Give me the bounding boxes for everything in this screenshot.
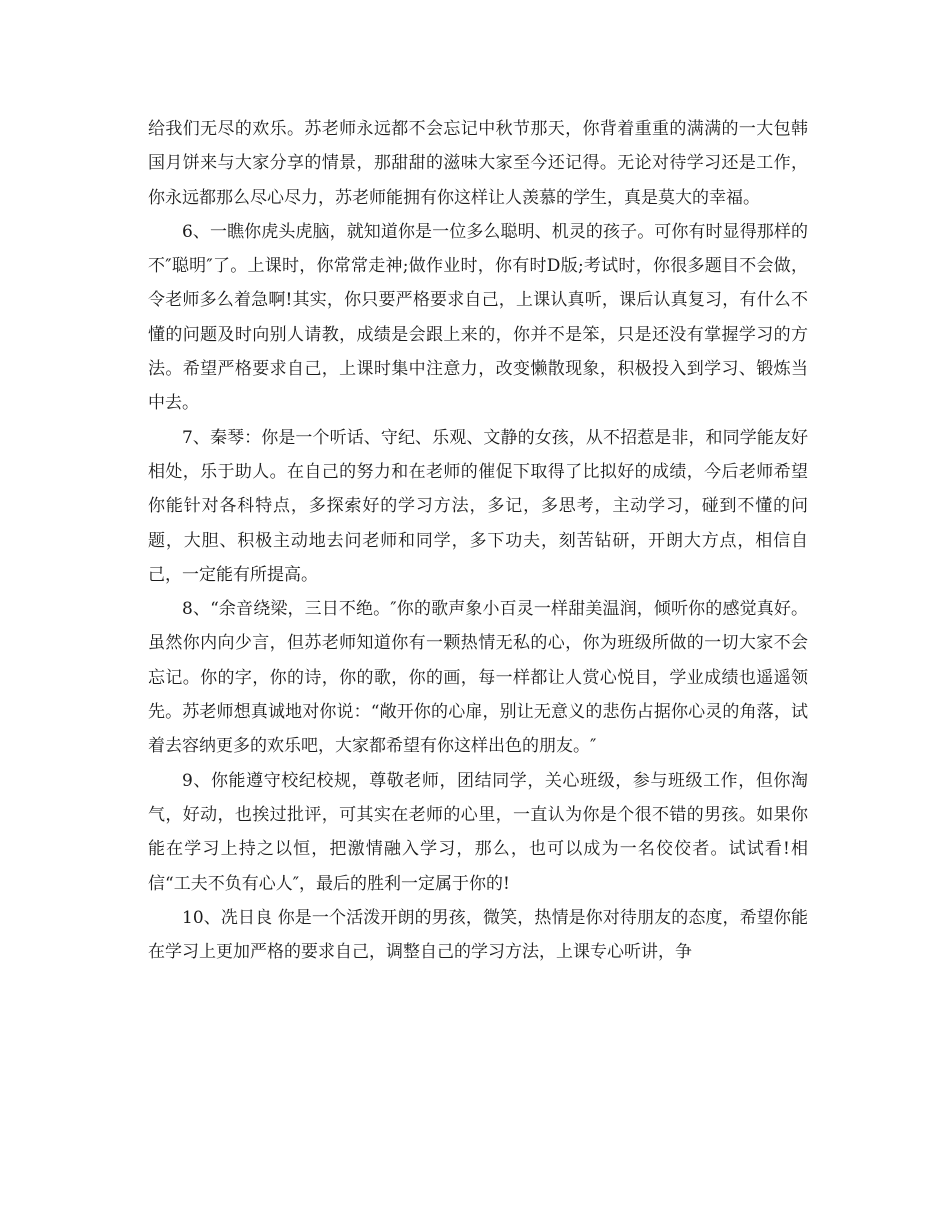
- paragraph-comment-7: 7、秦琴：你是一个听话、守纪、乐观、文静的女孩，从不招惹是非，和同学能友好相处，乐于助人。在自己的努力和在老师的催促下取得了比拟好的成绩，今后老师希望你能针对各科特点，多探索好的学习方法，多记，多思考，主动学习，碰到不懂的问题，大胆、积极主动地去问老师和同学，多下功夫，刻苦钻研，开朗大方点，相信自己，一定能有所提高。: [148, 427, 808, 585]
- paragraph-comment-8: 8、“余音绕梁，三日不绝。″你的歌声象小百灵一样甜美温润，倾听你的感觉真好。虽然你内向少言，但苏老师知道你有一颗热情无私的心，你为班级所做的一切大家不会忘记。你的字，你的诗，你的歌，你的画，每一样都让人赏心悦目，学业成绩也遥遥领先。苏老师想真诚地对你说：“敞开你的心扉，别让无意义的悲伤占据你心灵的角落，试着去容纳更多的欢乐吧，大家都希望有你这样出色的朋友。″: [148, 599, 808, 757]
- paragraph-comment-9: 9、你能遵守校纪校规，尊敬老师，团结同学，关心班级，参与班级工作，但你淘气，好动，也挨过批评，可其实在老师的心里，一直认为你是个很不错的男孩。如果你能在学习上持之以恒，把激情融入学习，那么，也可以成为一名佼佼者。试试看!相信“工夫不负有心人″，最后的胜利一定属于你的!: [148, 770, 808, 894]
- paragraph-comment-6: 6、一瞧你虎头虎脑，就知道你是一位多么聪明、机灵的孩子。可你有时显得那样的不″聪明″了。上课时，你常常走神;做作业时，你有时D版;考试时，你很多题目不会做，令老师多么着急啊!其实，你只要严格要求自己，上课认真听，课后认真复习，有什么不懂的问题及时向别人请教，成绩是会跟上来的，你并不是笨，只是还没有掌握学习的方法。希望严格要求自己，上课时集中注意力，改变懒散现象，积极投入到学习、锻炼当中去。: [148, 221, 808, 414]
- document-page: [148, 112, 808, 969]
- paragraph-continued: 给我们无尽的欢乐。苏老师永远都不会忘记中秋节那天，你背着重重的满满的一大包韩国月饼来与大家分享的情景，那甜甜的滋味大家至今还记得。无论对待学习还是工作，你永远都那么尽心尽力，苏老师能拥有你这样让人羡慕的学生，真是莫大的幸福。: [148, 119, 808, 208]
- paragraph-comment-10: 10、冼日良 你是一个活泼开朗的男孩，微笑，热情是你对待朋友的态度，希望你能在学习上更加严格的要求自己，调整自己的学习方法，上课专心听讲，争: [148, 907, 808, 963]
